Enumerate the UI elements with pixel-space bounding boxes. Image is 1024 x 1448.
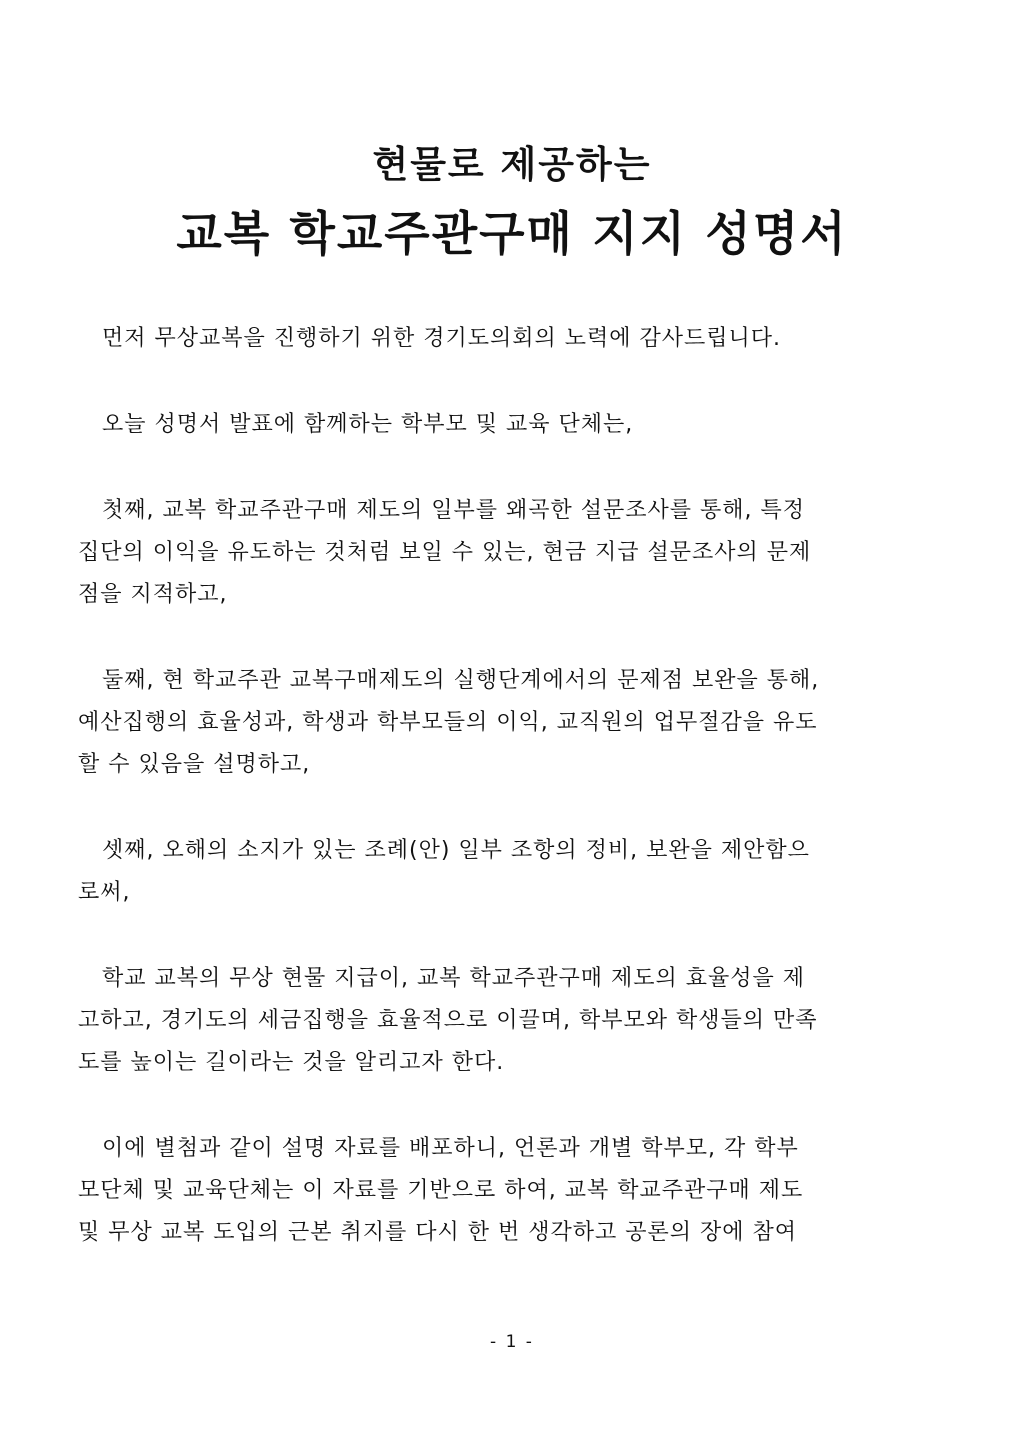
paragraph-greeting: 먼저 무상교복을 진행하기 위한 경기도의회의 노력에 감사드립니다. (102, 326, 782, 351)
page-number: - 1 - (490, 1332, 534, 1352)
title-block (0, 136, 1024, 270)
statement-body (78, 318, 906, 1298)
paragraph-intro: 오늘 성명서 발표에 함께하는 학부모 및 교육 단체는, (102, 412, 634, 437)
paragraph-first-point: 첫째, 교복 학교주관구매 제도의 일부를 왜곡한 설문조사를 통해, 특정 집단의 이익을 유도하는 것처럼 보일 수 있는, 현금 지급 설문조사의 문제 점을 지적하고, (78, 498, 812, 607)
paragraph-third-point: 셋째, 오해의 소지가 있는 조례(안) 일부 조항의 정비, 보완을 제안함으 로써, (78, 838, 810, 905)
title-subheading: 현물로 제공하는 (372, 142, 652, 186)
paragraph-call-to-action: 이에 별첨과 같이 설명 자료를 배포하니, 언론과 개별 학부모, 각 학부 모단체 및 교육단체는 이 자료를 기반으로 하여, 교복 학교주관구매 제도 및 무상 교복 도입의 근본 취지를 다시 한 번 생각하고 공론의 장에 참여 (78, 1136, 804, 1245)
title-heading: 교복 학교주관구매 지지 성명서 (176, 207, 848, 262)
paragraph-second-point: 둘째, 현 학교주관 교복구매제도의 실행단계에서의 문제점 보완을 통해, 예산집행의 효율성과, 학생과 학부모들의 이익, 교직원의 업무절감을 유도 할 수 있음을 설명하고, (78, 668, 820, 777)
paragraph-conclusion: 학교 교복의 무상 현물 지급이, 교복 학교주관구매 제도의 효율성을 제 고하고, 경기도의 세금집행을 효율적으로 이끌며, 학부모와 학생들의 만족 도를 높이는 길이라는 것을 알리고자 한다. (78, 966, 818, 1075)
